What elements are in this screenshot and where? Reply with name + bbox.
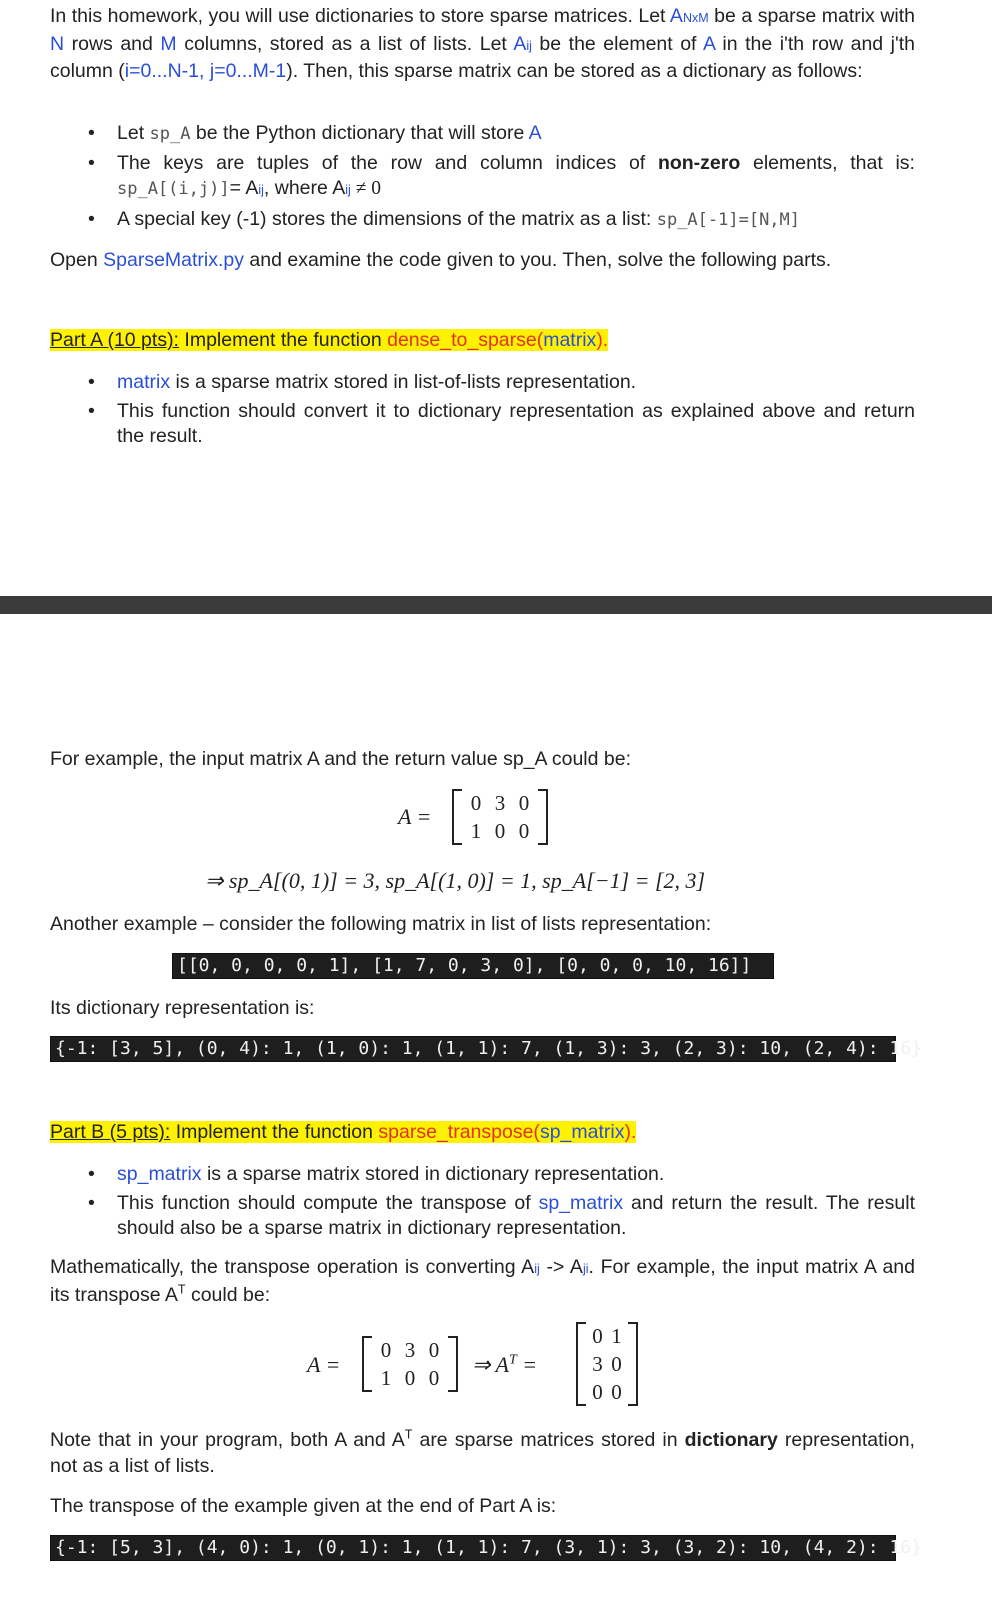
dict-intro: Its dictionary representation is: — [50, 997, 315, 1019]
part-b-bullets — [50, 1162, 915, 1242]
transpose-example-intro: The transpose of the example given at the end of Part A is: — [50, 1495, 557, 1517]
matrix-b: 0 3 0 1 0 0 — [362, 1336, 458, 1392]
list-of-lists-code: [[0, 0, 0, 0, 1], [1, 7, 0, 3, 0], [0, 0, 0, 10, 16]] — [172, 953, 774, 979]
example-intro: For example, the input matrix A and the return value sp_A could be: — [50, 748, 632, 770]
list-item: • matrix is a sparse matrix stored in list-of-lists representation. — [50, 370, 915, 396]
list-item: • sp_matrix is a sparse matrix stored in dictionary representation. — [50, 1162, 915, 1188]
transpose-label: ⇒ $A^T$ = — [472, 1352, 538, 1377]
intro-paragraph: In this homework, you will use dictionaries to store sparse matrices. Let ANxM be a sparse matrix with N rows and M columns, stored as a list of lists. Let Aij be the element of A in the i'th row and j'th column (i=0...N-1, j=0...M-1). Then, this sparse matrix can be stored as a dictionary as follows: — [50, 5, 915, 82]
transpose-dictionary-code: {-1: [5, 3], (4, 0): 1, (0, 1): 1, (1, 1): 7, (3, 1): 3, (3, 2): 10, (4, 2): 16} — [50, 1535, 896, 1561]
open-file-instruction: Open SparseMatrix.py and examine the code given to you. Then, solve the following parts. — [50, 249, 832, 271]
page-divider — [0, 596, 992, 614]
part-b-heading: Part B (5 pts): Implement the function sparse_transpose(sp_matrix). — [50, 1121, 637, 1143]
list-item: • A special key (-1) stores the dimensions of the matrix as a list: sp_A[-1]=[N,M] — [50, 207, 915, 234]
dictionary-code: {-1: [3, 5], (0, 4): 1, (1, 0): 1, (1, 1): 7, (1, 3): 3, (2, 3): 10, (2, 4): 16} — [50, 1036, 896, 1062]
matrix-transpose: 0 1 3 0 0 0 — [576, 1322, 638, 1406]
another-example-text: Another example – consider the following matrix in list of lists representation: — [50, 913, 712, 935]
transpose-explanation: Mathematically, the transpose operation is converting Aij -> Aji. For example, the input matrix A and its transpose $A^T$ could be: — [50, 1256, 915, 1306]
list-item: • Let sp_A be the Python dictionary that will store A — [50, 121, 915, 148]
part-a-bullets — [50, 370, 915, 450]
list-item: • The keys are tuples of the row and column indices of non-zero elements, that is: sp_A[(i,j)]= Aij, where Aij ≠ 0 — [50, 151, 915, 204]
list-item: • This function should convert it to dictionary representation as explained above and return the result. — [50, 399, 915, 450]
sparse-result-equation: ⇒ sp_A[(0, 1)] = 3, sp_A[(1, 0)] = 1, sp_A[−1] = [2, 3] — [205, 868, 706, 893]
list-item: • This function should compute the transpose of sp_matrix and return the result. The result should also be a sparse matrix in dictionary representation. — [50, 1191, 915, 1242]
matrix-b-label: A = — [307, 1352, 341, 1377]
note-paragraph: Note that in your program, both A and $A^T$ are sparse matrices stored in dictionary representation, not as a list of lists. — [50, 1427, 915, 1477]
matrix-a-label: A = — [398, 804, 432, 829]
matrix-a: 0 3 0 1 0 0 — [452, 789, 548, 845]
part-a-heading: Part A (10 pts): Implement the function dense_to_sparse(matrix). — [50, 329, 609, 351]
file-name: SparseMatrix.py — [103, 249, 245, 271]
intro-bullets — [50, 121, 915, 233]
